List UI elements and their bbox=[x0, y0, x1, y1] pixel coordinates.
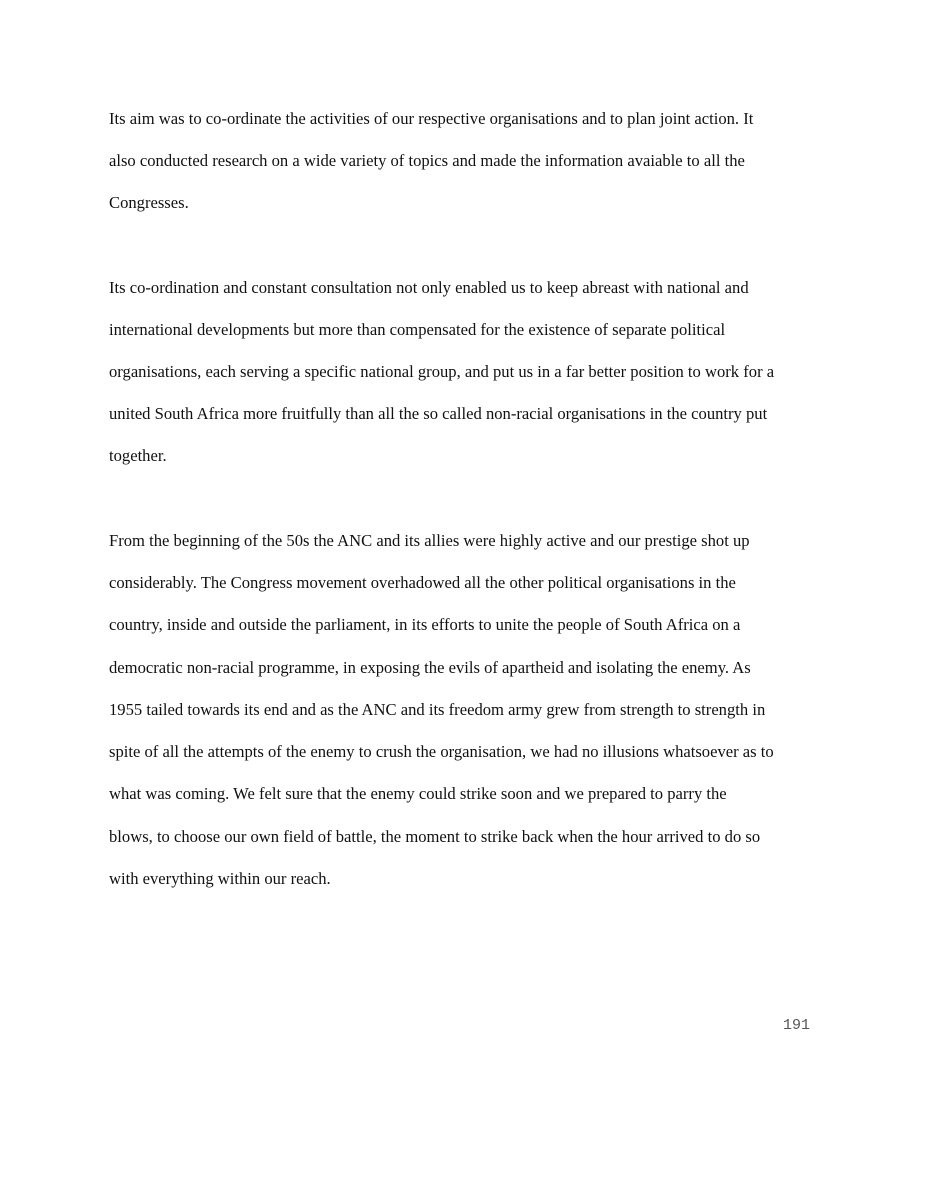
paragraph-line: considerably. The Congress movement overhadowed all the other political organisations in the bbox=[109, 573, 736, 592]
paragraph-line: 1955 tailed towards its end and as the ANC and its freedom army grew from strength to strength in bbox=[109, 700, 766, 719]
paragraph-line: blows, to choose our own field of battle, the moment to strike back when the hour arrived to do so bbox=[109, 827, 761, 846]
paragraph-line: country, inside and outside the parliament, in its efforts to unite the people of South Africa on a bbox=[109, 615, 741, 634]
paragraph-line: From the beginning of the 50s the ANC and its allies were highly active and our prestige shot up bbox=[109, 531, 750, 550]
paragraph-line: also conducted research on a wide variety of topics and made the information avaiable to all the bbox=[109, 151, 745, 170]
paragraph-line: Congresses. bbox=[109, 193, 189, 212]
paragraph-line: with everything within our reach. bbox=[109, 869, 331, 888]
paragraph-line: organisations, each serving a specific national group, and put us in a far better position to work for a bbox=[109, 362, 775, 381]
paragraph-line: Its co-ordination and constant consultation not only enabled us to keep abreast with national and bbox=[109, 278, 749, 297]
paragraph-line: Its aim was to co-ordinate the activities of our respective organisations and to plan joint action. It bbox=[109, 109, 754, 128]
paragraph-line: spite of all the attempts of the enemy to crush the organisation, we had no illusions whatsoever as to bbox=[109, 742, 774, 761]
page-number: 191 bbox=[783, 1017, 811, 1034]
paragraph-line: united South Africa more fruitfully than all the so called non-racial organisations in the country put bbox=[109, 404, 768, 423]
paragraph-line: together. bbox=[109, 446, 167, 465]
paragraph-line: democratic non-racial programme, in exposing the evils of apartheid and isolating the enemy. As bbox=[109, 658, 751, 677]
paragraph-line: international developments but more than compensated for the existence of separate political bbox=[109, 320, 726, 339]
paragraph-line: what was coming. We felt sure that the enemy could strike soon and we prepared to parry the bbox=[109, 784, 727, 803]
